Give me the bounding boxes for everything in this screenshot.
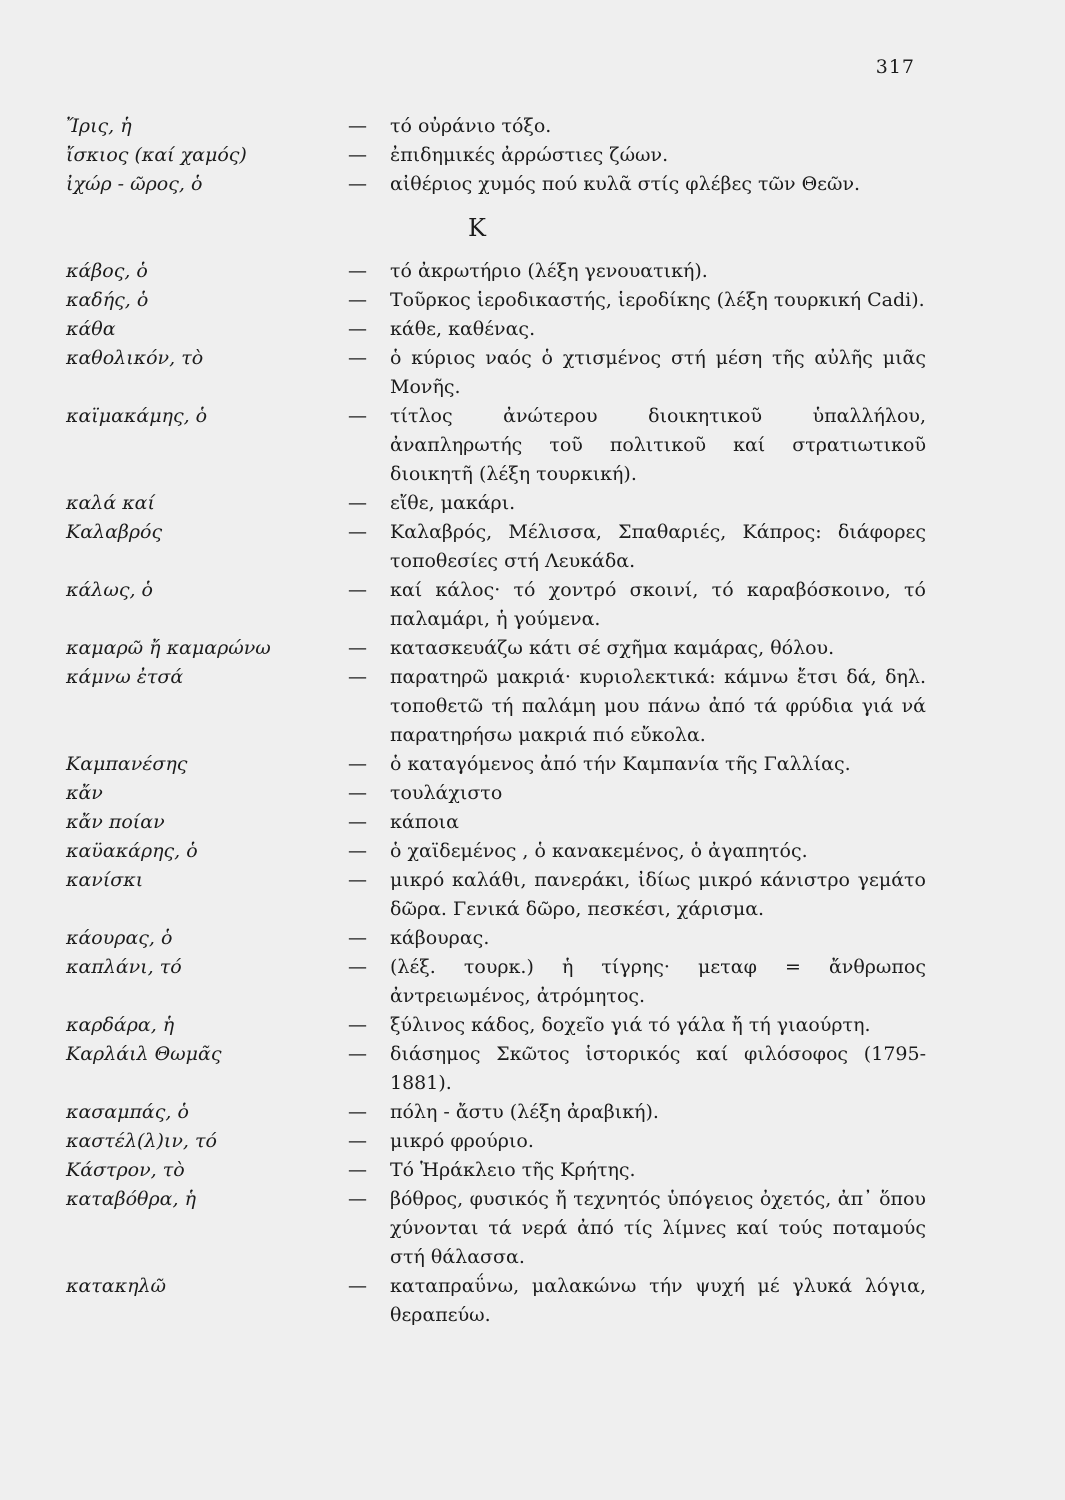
- glossary-entry: [66, 953, 926, 1011]
- glossary-entry: [66, 257, 926, 286]
- entry-definition: [348, 1011, 926, 1040]
- entry-definition-text: κάβουρας.: [390, 927, 490, 949]
- entry-definition: [348, 837, 926, 866]
- entry-dash: —: [348, 840, 367, 862]
- entry-definition-text: κάποια: [390, 811, 459, 833]
- entry-definition-text: Τοῦρκος ἱεροδικαστής, ἱεροδίκης (λέξη τουρκική Cadi).: [390, 289, 925, 311]
- entry-definition: [348, 170, 926, 199]
- entry-dash: —: [348, 666, 367, 688]
- glossary-entry: [66, 750, 926, 779]
- entry-dash: —: [348, 579, 367, 601]
- entry-term: κασαμπάς, ὁ: [66, 1101, 189, 1123]
- page-number: 317: [875, 56, 915, 78]
- entry-term: καλά καί: [66, 492, 155, 514]
- entry-term: καμαρῶ ἤ καμαρώνω: [66, 637, 271, 659]
- entry-definition-text: Καλαβρός, Μέλισσα, Σπαθαριές, Κάπρος: διάφορες τοποθεσίες στή Λευκάδα.: [390, 521, 926, 572]
- entry-term: καρδάρα, ἡ: [66, 1014, 175, 1036]
- entry-term: κάλως, ὁ: [66, 579, 153, 601]
- entry-definition: [348, 1185, 926, 1272]
- entry-definition-text: (λέξ. τουρκ.) ἡ τίγρης· μεταφ = ἄνθρωπος ἀντρειωμένος, ἀτρόμητος.: [390, 956, 926, 1007]
- entry-definition: [348, 576, 926, 634]
- entries-before-section: [66, 112, 926, 199]
- glossary-entry: [66, 286, 926, 315]
- entry-definition-text: καταπραΰνω, μαλακώνω τήν ψυχή μέ γλυκά λόγια, θεραπεύω.: [390, 1275, 926, 1326]
- entry-definition: [348, 808, 926, 837]
- entry-dash: —: [348, 1159, 367, 1181]
- entry-definition: [348, 518, 926, 576]
- glossary-entry: [66, 141, 926, 170]
- entry-definition-text: ξύλινος κάδος, δοχεῖο γιά τό γάλα ἤ τή γιαούρτη.: [390, 1014, 871, 1036]
- entry-definition: [348, 489, 926, 518]
- entry-definition: [348, 402, 926, 489]
- glossary-entry: [66, 634, 926, 663]
- entry-term: ἰχώρ - ῶρος, ὁ: [66, 173, 203, 195]
- glossary-entry: [66, 779, 926, 808]
- entry-dash: —: [348, 318, 367, 340]
- entry-definition-text: αἰθέριος χυμός πού κυλᾶ στίς φλέβες τῶν Θεῶν.: [390, 173, 861, 195]
- entry-definition: [348, 866, 926, 924]
- entry-dash: —: [348, 1101, 367, 1123]
- entry-definition: [348, 112, 926, 141]
- glossary-entry: [66, 402, 926, 489]
- entry-dash: —: [348, 521, 367, 543]
- entry-dash: —: [348, 173, 367, 195]
- entry-dash: —: [348, 144, 367, 166]
- entry-term: κάθα: [66, 318, 116, 340]
- entry-dash: —: [348, 1130, 367, 1152]
- entry-dash: —: [348, 753, 367, 775]
- entry-term: καθολικόν, τὸ: [66, 347, 204, 369]
- glossary-entry: [66, 112, 926, 141]
- entry-definition: [348, 663, 926, 750]
- entry-term: καϊμακάμης, ὁ: [66, 405, 208, 427]
- entry-definition-text: πόλη - ἄστυ (λέξη ἀραβική).: [390, 1101, 659, 1123]
- entry-definition: [348, 924, 926, 953]
- glossary-entry: [66, 1185, 926, 1272]
- entry-term: κάμνω ἐτσά: [66, 666, 184, 688]
- entry-definition: [348, 1272, 926, 1330]
- entry-definition-text: Τό Ἡράκλειο τῆς Κρήτης.: [390, 1159, 636, 1181]
- entries-section-k: [66, 257, 926, 1330]
- entry-term: κάβος, ὁ: [66, 260, 148, 282]
- entry-dash: —: [348, 869, 367, 891]
- glossary-entry: [66, 808, 926, 837]
- entry-definition-text: τίτλος ἀνώτερου διοικητικοῦ ὑπαλλήλου, ἀναπληρωτής τοῦ πολιτικοῦ καί στρατιωτικοῦ διοικητῆ (λέξη τουρκική).: [390, 405, 926, 485]
- entry-definition: [348, 953, 926, 1011]
- entry-term: κἄν ποίαν: [66, 811, 165, 833]
- entry-dash: —: [348, 956, 367, 978]
- glossary-entry: [66, 1011, 926, 1040]
- glossary-entry: [66, 518, 926, 576]
- entry-definition-text: παρατηρῶ μακριά· κυριολεκτικά: κάμνω ἔτσι δά, δηλ. τοποθετῶ τή παλάμη μου πάνω ἀπό τά φρύδια γιά νά παρατηρήσω μακριά πιό εὔκολα.: [390, 666, 926, 746]
- entry-definition-text: ὁ κύριος ναός ὁ χτισμένος στή μέση τῆς αὐλῆς μιᾶς Μονῆς.: [390, 347, 926, 398]
- entry-dash: —: [348, 1043, 367, 1065]
- entry-definition: [348, 344, 926, 402]
- glossary-entry: [66, 837, 926, 866]
- entry-definition-text: ἐπιδημικές ἀρρώστιες ζώων.: [390, 144, 669, 166]
- glossary-entry: [66, 1040, 926, 1098]
- glossary-entry: [66, 344, 926, 402]
- glossary-entry: [66, 576, 926, 634]
- entry-definition-text: ὁ χαϊδεμένος , ὁ κανακεμένος, ὁ ἀγαπητός.: [390, 840, 808, 862]
- entry-term: Ἴρις, ἡ: [66, 115, 132, 137]
- entry-definition: [348, 1156, 926, 1185]
- entry-dash: —: [348, 1014, 367, 1036]
- entry-definition-text: βόθρος, φυσικός ἤ τεχνητός ὑπόγειος ὀχετός, ἀπ᾿ ὅπου χύνονται τά νερά ἀπό τίς λίμνες καί τούς ποταμούς στή θάλασσα.: [390, 1188, 926, 1268]
- entry-definition-text: τουλάχιστο: [390, 782, 503, 804]
- entry-term: κατακηλῶ: [66, 1275, 167, 1297]
- entry-definition: [348, 286, 926, 315]
- entry-term: ἴσκιος (καί χαμός): [66, 144, 247, 166]
- entry-dash: —: [348, 260, 367, 282]
- entry-definition-text: μικρό καλάθι, πανεράκι, ἰδίως μικρό κάνιστρο γεμάτο δῶρα. Γενικά δῶρο, πεσκέσι, χάρισμα.: [390, 869, 926, 920]
- glossary-entry: [66, 1127, 926, 1156]
- entry-dash: —: [348, 115, 367, 137]
- entry-dash: —: [348, 405, 367, 427]
- entry-term: Καλαβρός: [66, 521, 163, 543]
- entry-definition: [348, 779, 926, 808]
- glossary-entry: [66, 1272, 926, 1330]
- entry-term: κάουρας, ὁ: [66, 927, 173, 949]
- entry-term: Καρλάιλ Θωμᾶς: [66, 1043, 222, 1065]
- entry-term: καταβόθρα, ἡ: [66, 1188, 196, 1210]
- entry-term: κἄν: [66, 782, 103, 804]
- entry-dash: —: [348, 1188, 367, 1210]
- glossary-entry: [66, 663, 926, 750]
- entry-definition: [348, 634, 926, 663]
- entry-definition: [348, 1127, 926, 1156]
- glossary-entry: [66, 1098, 926, 1127]
- entry-definition-text: μικρό φρούριο.: [390, 1130, 534, 1152]
- entry-dash: —: [348, 492, 367, 514]
- entry-dash: —: [348, 637, 367, 659]
- entry-dash: —: [348, 811, 367, 833]
- glossary-entry: [66, 315, 926, 344]
- entry-definition-text: κατασκευάζω κάτι σέ σχῆμα καμάρας, θόλου.: [390, 637, 835, 659]
- entry-definition: [348, 1098, 926, 1127]
- entry-definition: [348, 1040, 926, 1098]
- entry-dash: —: [348, 289, 367, 311]
- entry-term: καδής, ὁ: [66, 289, 149, 311]
- entry-term: καϋακάρης, ὁ: [66, 840, 198, 862]
- entry-term: καπλάνι, τό: [66, 956, 182, 978]
- glossary-entry: [66, 1156, 926, 1185]
- entry-dash: —: [348, 347, 367, 369]
- entry-definition-text: τό οὐράνιο τόξο.: [390, 115, 552, 137]
- entry-term: κανίσκι: [66, 869, 144, 891]
- entry-term: Καμπανέσης: [66, 753, 188, 775]
- entry-dash: —: [348, 782, 367, 804]
- entry-definition: [348, 315, 926, 344]
- entry-definition: [348, 141, 926, 170]
- entry-definition-text: τό ἀκρωτήριο (λέξη γενουατική).: [390, 260, 708, 282]
- entry-definition-text: καί κάλος· τό χοντρό σκοινί, τό καραβόσκοινο, τό παλαμάρι, ἡ γούμενα.: [390, 579, 926, 630]
- entry-term: καστέλ(λ)ιν, τό: [66, 1130, 217, 1152]
- entry-term: Κάστρον, τὸ: [66, 1159, 185, 1181]
- entry-dash: —: [348, 927, 367, 949]
- entry-definition-text: εἴθε, μακάρι.: [390, 492, 516, 514]
- entry-definition-text: κάθε, καθένας.: [390, 318, 536, 340]
- glossary-entry: [66, 170, 926, 199]
- entry-definition: [348, 257, 926, 286]
- entry-definition: [348, 750, 926, 779]
- glossary-entry: [66, 866, 926, 924]
- glossary-entry: [66, 489, 926, 518]
- entry-dash: —: [348, 1275, 367, 1297]
- glossary-entry: [66, 924, 926, 953]
- entry-definition-text: διάσημος Σκῶτος ἱστορικός καί φιλόσοφος (1795-1881).: [390, 1043, 926, 1094]
- section-letter-heading: Κ: [468, 214, 486, 242]
- entry-definition-text: ὁ καταγόμενος ἀπό τήν Καμπανία τῆς Γαλλίας.: [390, 753, 851, 775]
- glossary: [66, 112, 926, 1330]
